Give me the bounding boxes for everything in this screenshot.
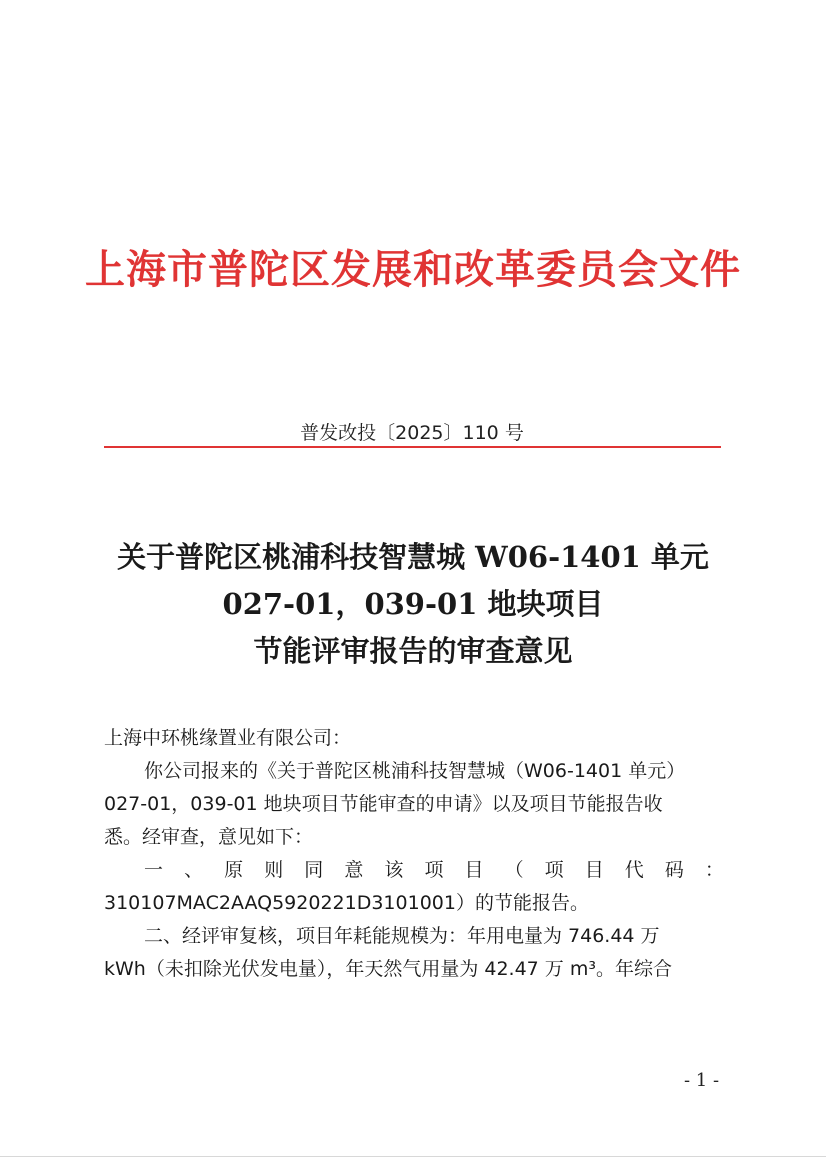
paragraph-1-line-3: 悉。经审查，意见如下： <box>104 826 314 848</box>
red-separator-line <box>104 446 721 448</box>
document-body <box>104 722 724 986</box>
issuing-authority-header: 上海市普陀区发展和改革委员会文件 <box>85 246 741 293</box>
para2-char: 同 <box>304 859 324 881</box>
para2-char: 该 <box>384 859 404 881</box>
para2-char: 则 <box>264 859 284 881</box>
para2-char: 项 <box>424 859 444 881</box>
para2-char: 原 <box>224 859 244 881</box>
para2-char: 码 <box>664 859 684 881</box>
para2-char: 目 <box>584 859 604 881</box>
title-line-3: 节能评审报告的审查意见 <box>253 634 573 668</box>
page-number: - 1 - <box>684 1070 720 1091</box>
title-line-1: 关于普陀区桃浦科技智慧城 W06-1401 单元 <box>117 540 709 574</box>
paragraph-1-line-2: 027-01，039-01 地块项目节能审查的申请》以及项目节能报告收 <box>104 793 663 815</box>
para2-char: 目 <box>464 859 484 881</box>
document-title <box>60 534 766 675</box>
paragraph-2-line-1 <box>104 854 724 887</box>
paragraph-3-line-1: 二、经评审复核，项目年耗能规模为：年用电量为 746.44 万 <box>144 925 660 947</box>
paragraph-2-line-2: 310107MAC2AAQ5920221D3101001）的节能报告。 <box>104 892 589 914</box>
para2-char: 项 <box>544 859 564 881</box>
para2-char: 意 <box>344 859 364 881</box>
scan-edge-line <box>0 1156 826 1157</box>
para2-char: 代 <box>624 859 644 881</box>
title-line-2: 027-01，039-01 地块项目 <box>222 587 604 621</box>
paragraph-3-line-2: kWh（未扣除光伏发电量），年天然气用量为 42.47 万 m³。年综合 <box>104 958 672 980</box>
para2-char: 、 <box>184 859 204 881</box>
addressee: 上海中环桃缘置业有限公司： <box>104 727 352 749</box>
para2-char: （ <box>504 859 524 881</box>
para2-char: 一 <box>144 859 164 881</box>
paragraph-1-line-1: 你公司报来的《关于普陀区桃浦科技智慧城（W06-1401 单元） <box>144 760 686 782</box>
para2-char: ： <box>704 859 724 881</box>
document-number: 普发改投〔2025〕110 号 <box>300 422 524 444</box>
